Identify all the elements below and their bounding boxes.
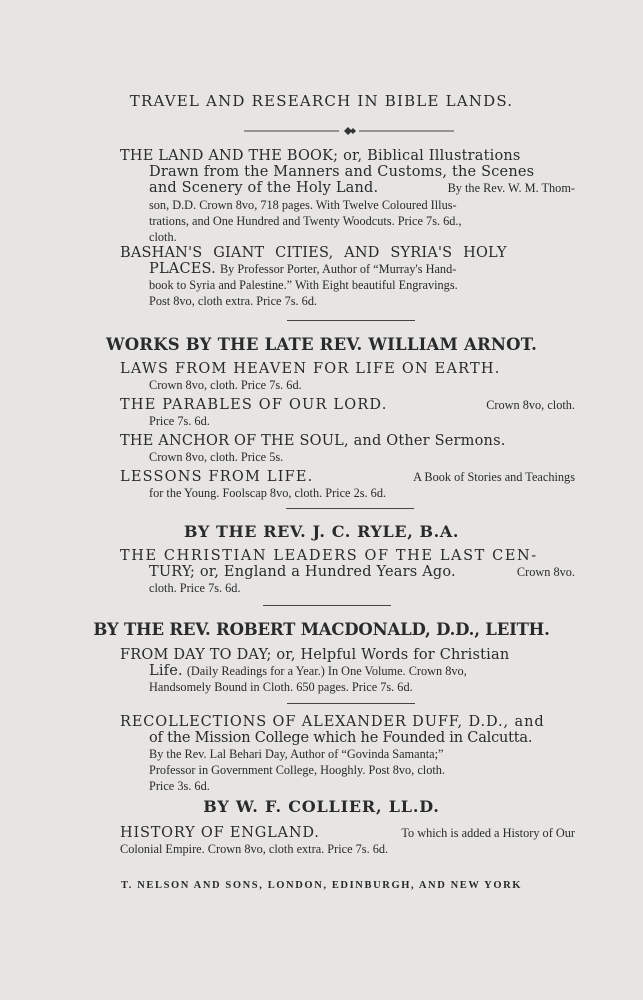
entry-bashan (120, 245, 575, 309)
entry-line: trations, and One Hundred and Twenty Woodcuts. Price 7s. 6d., (149, 214, 462, 228)
entry-history-of-england (120, 825, 575, 857)
section-heading-ryle: BY THE REV. J. C. RYLE, B.A. (183, 522, 460, 541)
entry-from-day-to-day (120, 647, 575, 695)
entry-line: and Scenery of the Holy Land. By the Rev. W. M. Thom- (149, 180, 575, 196)
entry-line: cloth. Price 7s. 6d. (149, 581, 241, 595)
entry-line: Life. (Daily Readings for a Year.) In One Volume. Crown 8vo, (149, 663, 467, 679)
arnot-entries (120, 361, 575, 501)
entry-recollections-duff (120, 714, 575, 794)
entry-line: Price 3s. 6d. (149, 779, 210, 793)
entry-line: son, D.D. Crown 8vo, 718 pages. With Twelve Coloured Illus- (149, 198, 457, 212)
entry-line: PLACES. By Professor Porter, Author of “Murray's Hand- (149, 261, 457, 277)
entry-line: Crown 8vo, cloth. Price 5s. (149, 450, 284, 464)
section-heading-macdonald: BY THE REV. ROBERT MACDONALD, D.D., LEITH. (93, 620, 550, 639)
section-heading-travel: TRAVEL AND RESEARCH IN BIBLE LANDS. (129, 92, 514, 110)
entry-christian-leaders (120, 548, 575, 596)
entry-line: HISTORY OF ENGLAND. To which is added a History of Our (120, 825, 575, 841)
entry-line: Post 8vo, cloth extra. Price 7s. 6d. (149, 294, 318, 308)
divider (287, 703, 415, 704)
entry-line: THE CHRISTIAN LEADERS OF THE LAST CEN- (120, 548, 538, 564)
section-heading-arnot: WORKS BY THE LATE REV. WILLIAM ARNOT. (105, 335, 538, 354)
entry-line: LAWS FROM HEAVEN FOR LIFE ON EARTH. (120, 361, 501, 377)
section-heading-collier: BY W. F. COLLIER, LL.D. (203, 797, 440, 816)
entry-line: Professor in Government College, Hooghly. Post 8vo, cloth. (149, 763, 446, 777)
entry-line: TURY; or, England a Hundred Years Ago. Crown 8vo. (149, 564, 575, 580)
entry-line: THE PARABLES OF OUR LORD. Crown 8vo, cloth. (120, 397, 575, 413)
entry-line: of the Mission College which he Founded in Calcutta. (149, 730, 533, 746)
entry-line: Drawn from the Manners and Customs, the Scenes (149, 164, 535, 180)
entry-line: for the Young. Foolscap 8vo, cloth. Price 2s. 6d. (149, 486, 387, 500)
entry-line: THE ANCHOR OF THE SOUL, and Other Sermons. (120, 433, 506, 449)
ornamental-rule (244, 124, 454, 138)
entry-line: By the Rev. Lal Behari Day, Author of “Govinda Samanta;” (149, 747, 444, 761)
entry-line: cloth. (149, 230, 177, 244)
entry-line: FROM DAY TO DAY; or, Helpful Words for Christian (120, 647, 510, 663)
entry-line: RECOLLECTIONS OF ALEXANDER DUFF, D.D., and (120, 714, 545, 730)
entry-line: THE LAND AND THE BOOK; or, Biblical Illustrations (120, 148, 521, 164)
entry-line: BASHAN'S GIANT CITIES, AND SYRIA'S HOLY (120, 245, 507, 261)
divider (287, 320, 415, 321)
publisher-imprint: T. NELSON AND SONS, LONDON, EDINBURGH, AND NEW YORK (120, 880, 523, 891)
divider (286, 508, 414, 509)
entry-line: book to Syria and Palestine.” With Eight beautiful Engravings. (149, 278, 458, 292)
entry-line: Price 7s. 6d. (149, 414, 210, 428)
entry-line: LESSONS FROM LIFE. A Book of Stories and Teachings (120, 469, 575, 485)
entry-line: Handsomely Bound in Cloth. 650 pages. Price 7s. 6d. (149, 680, 413, 694)
entry-line: Colonial Empire. Crown 8vo, cloth extra. Price 7s. 6d. (120, 842, 389, 856)
divider (263, 605, 391, 606)
entry-line: Crown 8vo, cloth. Price 7s. 6d. (149, 378, 302, 392)
entry-land-and-book (120, 148, 575, 245)
